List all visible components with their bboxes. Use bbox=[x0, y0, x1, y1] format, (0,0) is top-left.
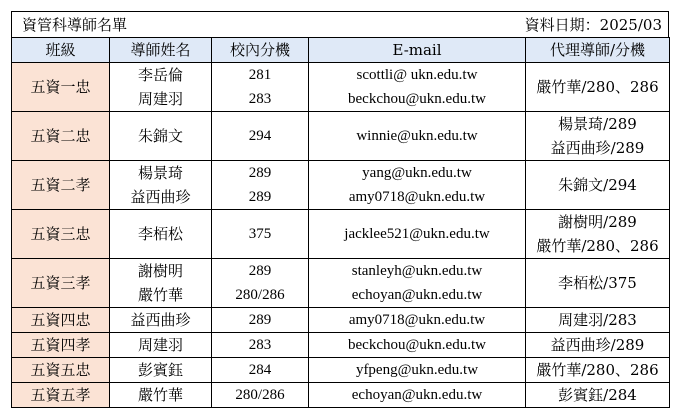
sheet-title: 資管科導師名單 bbox=[22, 16, 128, 34]
data-date: 資料日期：2025/03 bbox=[524, 16, 662, 34]
agent-cell bbox=[526, 383, 670, 408]
agent-cell-line: 益西曲珍/289 bbox=[550, 139, 645, 157]
header-extension: 校內分機 bbox=[212, 38, 309, 63]
extension-cell-line: 280/286 bbox=[235, 387, 285, 403]
extension-cell bbox=[212, 308, 309, 333]
table-row bbox=[12, 308, 670, 333]
extension-cell bbox=[212, 358, 309, 383]
teacher-cell bbox=[110, 161, 212, 210]
extension-cell bbox=[212, 210, 309, 259]
agent-cell-line: 嚴竹華/280、286 bbox=[536, 237, 659, 255]
teacher-cell bbox=[110, 358, 212, 383]
extension-cell bbox=[212, 63, 309, 112]
teacher-cell bbox=[110, 308, 212, 333]
teacher-cell bbox=[110, 210, 212, 259]
extension-cell bbox=[212, 112, 309, 161]
email-cell bbox=[309, 358, 526, 383]
agent-cell-line: 周建羽/283 bbox=[558, 311, 637, 329]
extension-cell-line: 294 bbox=[248, 128, 272, 144]
extension-cell-line: 280/286 bbox=[235, 287, 285, 303]
email-cell bbox=[309, 210, 526, 259]
teacher-cell-line: 朱錦文 bbox=[137, 127, 183, 145]
class-cell-line: 五資一忠 bbox=[30, 78, 91, 96]
teacher-cell-line: 嚴竹華 bbox=[137, 386, 183, 404]
email-cell-line: beckchou@ukn.edu.tw bbox=[348, 91, 486, 107]
header-agent: 代理導師/分機 bbox=[526, 38, 670, 63]
teacher-cell-line: 益西曲珍 bbox=[130, 188, 191, 206]
teacher-cell bbox=[110, 383, 212, 408]
agent-cell bbox=[526, 259, 670, 308]
class-cell-line: 五資五忠 bbox=[30, 361, 91, 379]
teacher-cell bbox=[110, 63, 212, 112]
class-cell bbox=[12, 333, 110, 358]
extension-cell-line: 289 bbox=[248, 165, 272, 181]
teacher-cell-line: 彭賓鈺 bbox=[137, 361, 183, 379]
extension-cell-line: 289 bbox=[248, 263, 272, 279]
teacher-cell-line: 謝樹明 bbox=[137, 262, 183, 280]
teacher-roster-sheet bbox=[11, 11, 669, 408]
header-email: E-mail bbox=[309, 38, 526, 63]
teacher-cell-line: 益西曲珍 bbox=[130, 311, 191, 329]
class-cell bbox=[12, 112, 110, 161]
agent-cell bbox=[526, 63, 670, 112]
table-row bbox=[12, 383, 670, 408]
email-cell-line: yfpeng@ukn.edu.tw bbox=[355, 362, 479, 378]
class-cell-line: 五資四忠 bbox=[30, 311, 91, 329]
teacher-cell-line: 李栢松 bbox=[137, 225, 183, 243]
table-row bbox=[12, 161, 670, 210]
email-cell-line: jacklee521@ukn.edu.tw bbox=[344, 226, 490, 242]
class-cell-line: 五資二忠 bbox=[30, 127, 91, 145]
agent-cell-line: 嚴竹華/280、286 bbox=[536, 78, 659, 96]
table-row bbox=[12, 333, 670, 358]
agent-cell bbox=[526, 210, 670, 259]
teacher-cell-line: 周建羽 bbox=[137, 90, 183, 108]
email-cell-line: amy0718@ukn.edu.tw bbox=[348, 189, 486, 205]
extension-cell-line: 375 bbox=[248, 226, 272, 242]
email-cell bbox=[309, 63, 526, 112]
email-cell bbox=[309, 333, 526, 358]
agent-cell-line: 朱錦文/294 bbox=[558, 176, 637, 194]
email-cell-line: echoyan@ukn.edu.tw bbox=[351, 387, 483, 403]
agent-cell-line: 彭賓鈺/284 bbox=[558, 386, 637, 404]
extension-cell-line: 283 bbox=[248, 337, 272, 353]
agent-cell-line: 楊景琦/289 bbox=[558, 115, 637, 133]
email-cell-line: stanleyh@ukn.edu.tw bbox=[351, 263, 483, 279]
extension-cell-line: 284 bbox=[248, 362, 272, 378]
email-cell-line: yang@ukn.edu.tw bbox=[362, 165, 472, 181]
extension-cell-line: 283 bbox=[248, 91, 272, 107]
email-cell bbox=[309, 308, 526, 333]
agent-cell bbox=[526, 112, 670, 161]
agent-cell-line: 李栢松/375 bbox=[558, 274, 637, 292]
extension-cell bbox=[212, 333, 309, 358]
table-row bbox=[12, 358, 670, 383]
teacher-cell-line: 李岳倫 bbox=[137, 66, 183, 84]
table-row bbox=[12, 210, 670, 259]
class-cell-line: 五資五孝 bbox=[30, 386, 91, 404]
email-cell bbox=[309, 383, 526, 408]
class-cell-line: 五資四孝 bbox=[30, 336, 91, 354]
class-cell bbox=[12, 63, 110, 112]
agent-cell bbox=[526, 358, 670, 383]
header-class: 班級 bbox=[12, 38, 110, 63]
extension-cell-line: 289 bbox=[248, 312, 272, 328]
class-cell bbox=[12, 308, 110, 333]
header-row bbox=[12, 38, 670, 63]
class-cell-line: 五資二孝 bbox=[30, 176, 91, 194]
extension-cell-line: 281 bbox=[248, 67, 272, 83]
email-cell bbox=[309, 161, 526, 210]
teacher-cell bbox=[110, 112, 212, 161]
extension-cell bbox=[212, 161, 309, 210]
roster-table bbox=[11, 37, 670, 408]
email-cell-line: scottli@ ukn.edu.tw bbox=[356, 67, 478, 83]
table-row bbox=[12, 112, 670, 161]
title-row bbox=[11, 11, 669, 37]
extension-cell bbox=[212, 259, 309, 308]
teacher-cell bbox=[110, 259, 212, 308]
email-cell bbox=[309, 112, 526, 161]
teacher-cell-line: 楊景琦 bbox=[137, 164, 183, 182]
agent-cell-line: 謝樹明/289 bbox=[558, 213, 637, 231]
email-cell-line: beckchou@ukn.edu.tw bbox=[348, 337, 486, 353]
class-cell bbox=[12, 358, 110, 383]
class-cell-line: 五資三忠 bbox=[30, 225, 91, 243]
class-cell bbox=[12, 210, 110, 259]
agent-cell-line: 益西曲珍/289 bbox=[550, 336, 645, 354]
class-cell bbox=[12, 161, 110, 210]
table-row bbox=[12, 63, 670, 112]
agent-cell bbox=[526, 333, 670, 358]
agent-cell bbox=[526, 161, 670, 210]
email-cell bbox=[309, 259, 526, 308]
header-teacher: 導師姓名 bbox=[110, 38, 212, 63]
table-row bbox=[12, 259, 670, 308]
class-cell bbox=[12, 383, 110, 408]
agent-cell bbox=[526, 308, 670, 333]
email-cell-line: winnie@ukn.edu.tw bbox=[356, 128, 478, 144]
class-cell bbox=[12, 259, 110, 308]
email-cell-line: echoyan@ukn.edu.tw bbox=[351, 287, 483, 303]
extension-cell bbox=[212, 383, 309, 408]
class-cell-line: 五資三孝 bbox=[30, 274, 91, 292]
agent-cell-line: 嚴竹華/280、286 bbox=[536, 361, 659, 379]
teacher-cell bbox=[110, 333, 212, 358]
extension-cell-line: 289 bbox=[248, 189, 272, 205]
teacher-cell-line: 嚴竹華 bbox=[137, 286, 183, 304]
email-cell-line: amy0718@ukn.edu.tw bbox=[348, 312, 486, 328]
teacher-cell-line: 周建羽 bbox=[137, 336, 183, 354]
